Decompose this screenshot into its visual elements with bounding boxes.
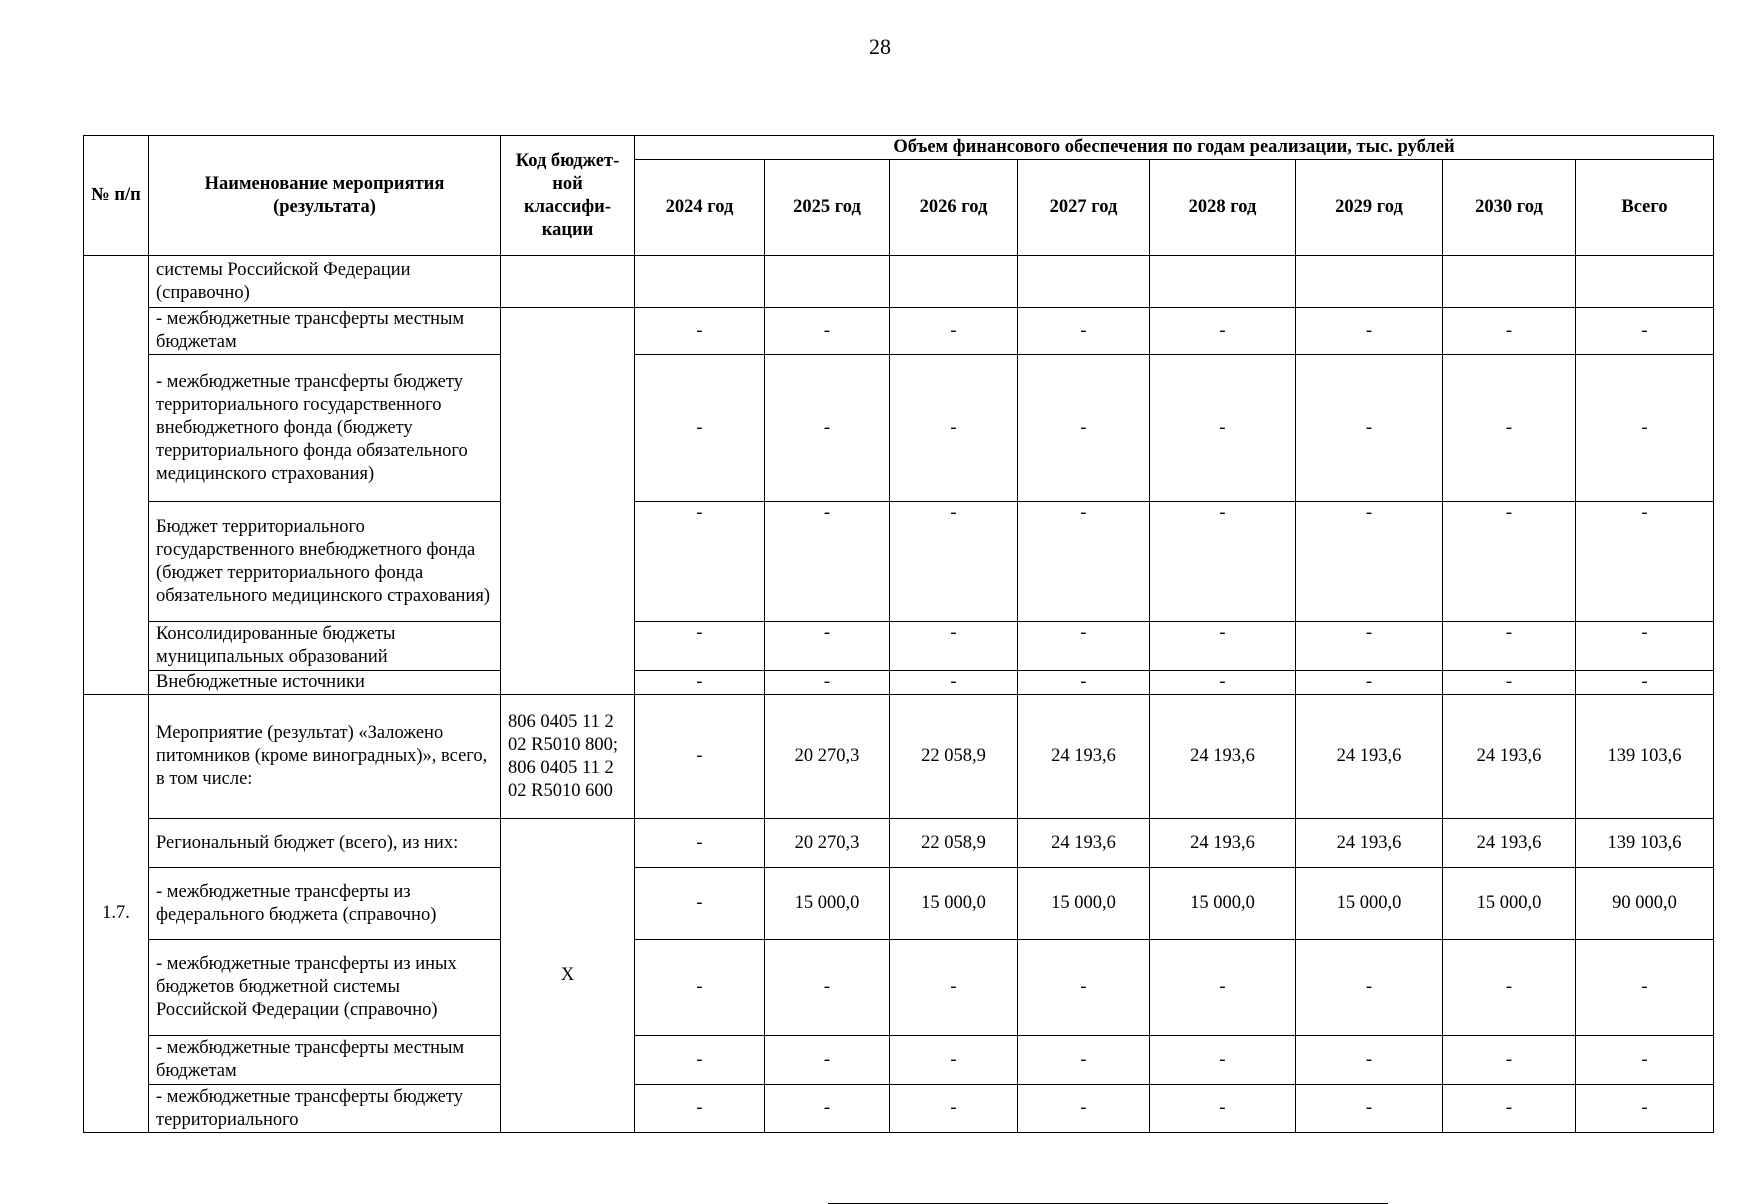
value-cell: - [1018, 671, 1150, 695]
row-code-cell [501, 256, 635, 308]
value-cell: 139 103,6 [1576, 695, 1714, 819]
table-row [84, 1036, 1714, 1085]
row-name: Консолидированные бюджеты муниципальных образований [149, 622, 501, 671]
row-name: системы Российской Федерации (справочно) [149, 256, 501, 308]
value-cell: - [1150, 622, 1296, 671]
value-cell: - [765, 355, 890, 502]
header-year: 2026 год [890, 160, 1018, 256]
table-row [84, 868, 1714, 940]
header-name: Наименование мероприятия (результата) [149, 136, 501, 256]
value-cell: - [1018, 940, 1150, 1036]
value-cell: - [1576, 1036, 1714, 1085]
value-cell: - [1018, 1085, 1150, 1133]
value-cell: - [635, 622, 765, 671]
value-cell: - [635, 1085, 765, 1133]
value-cell [1443, 256, 1576, 308]
value-cell [765, 256, 890, 308]
value-cell: - [1296, 355, 1443, 502]
value-cell: - [635, 1036, 765, 1085]
value-cell [1018, 256, 1150, 308]
header-year: Всего [1576, 160, 1714, 256]
value-cell: - [635, 819, 765, 868]
value-cell: 22 058,9 [890, 819, 1018, 868]
value-cell: - [1150, 308, 1296, 355]
value-cell: 139 103,6 [1576, 819, 1714, 868]
value-cell: - [1576, 355, 1714, 502]
page-number: 28 [869, 34, 891, 59]
value-cell: - [890, 671, 1018, 695]
header-year: 2024 год [635, 160, 765, 256]
value-cell: - [765, 940, 890, 1036]
value-cell: - [1018, 308, 1150, 355]
row-name: Региональный бюджет (всего), из них: [149, 819, 501, 868]
value-cell: 24 193,6 [1296, 695, 1443, 819]
financing-table [83, 135, 1714, 1133]
value-cell: - [1150, 1085, 1296, 1133]
table-row [84, 671, 1714, 695]
table-row [84, 502, 1714, 622]
value-cell: - [1443, 622, 1576, 671]
value-cell: - [1150, 355, 1296, 502]
value-cell: 15 000,0 [1150, 868, 1296, 940]
value-cell: 22 058,9 [890, 695, 1018, 819]
table-body [84, 256, 1714, 1133]
table-row [84, 940, 1714, 1036]
row-name: - межбюджетные трансферты бюджету территориального государственного внебюджетного фонда (бюджету территориального фонда обязательного медицинского страхования) [149, 355, 501, 502]
value-cell: - [1150, 940, 1296, 1036]
value-cell: - [765, 502, 890, 622]
value-cell: - [635, 695, 765, 819]
value-cell: - [635, 308, 765, 355]
value-cell: - [635, 355, 765, 502]
value-cell: - [765, 1085, 890, 1133]
value-cell: - [890, 502, 1018, 622]
value-cell: - [1576, 502, 1714, 622]
row-name: - межбюджетные трансферты местным бюджетам [149, 308, 501, 355]
row-code: X [501, 819, 635, 1133]
row-name: - межбюджетные трансферты местным бюджетам [149, 1036, 501, 1085]
value-cell: - [1443, 308, 1576, 355]
value-cell: - [1296, 308, 1443, 355]
table-row [84, 256, 1714, 308]
row-code-cell [501, 308, 635, 695]
value-cell: 24 193,6 [1150, 819, 1296, 868]
value-cell: - [765, 308, 890, 355]
value-cell: - [890, 1085, 1018, 1133]
value-cell [1296, 256, 1443, 308]
value-cell: - [635, 868, 765, 940]
value-cell: 20 270,3 [765, 819, 890, 868]
value-cell: - [1296, 1085, 1443, 1133]
value-cell: 24 193,6 [1018, 695, 1150, 819]
value-cell: - [1576, 671, 1714, 695]
value-cell: - [1296, 1036, 1443, 1085]
value-cell: - [890, 308, 1018, 355]
value-cell: - [1443, 1085, 1576, 1133]
value-cell: - [890, 355, 1018, 502]
value-cell: - [1576, 308, 1714, 355]
row-name: - межбюджетные трансферты бюджету территориального [149, 1085, 501, 1133]
value-cell: - [635, 940, 765, 1036]
value-cell: - [1150, 502, 1296, 622]
value-cell: - [1018, 355, 1150, 502]
value-cell: 24 193,6 [1150, 695, 1296, 819]
header-year: 2030 год [1443, 160, 1576, 256]
table-row [84, 1085, 1714, 1133]
value-cell: - [1018, 622, 1150, 671]
value-cell: - [1018, 1036, 1150, 1085]
value-cell: - [890, 940, 1018, 1036]
table-row [84, 819, 1714, 868]
row-name: - межбюджетные трансферты из федерального бюджета (справочно) [149, 868, 501, 940]
value-cell: 15 000,0 [1443, 868, 1576, 940]
value-cell: - [890, 1036, 1018, 1085]
table-row [84, 622, 1714, 671]
value-cell: 90 000,0 [1576, 868, 1714, 940]
value-cell: - [890, 622, 1018, 671]
value-cell: - [635, 671, 765, 695]
value-cell: - [765, 671, 890, 695]
header-year: 2027 год [1018, 160, 1150, 256]
value-cell: 24 193,6 [1443, 695, 1576, 819]
value-cell [1576, 256, 1714, 308]
header-year: 2029 год [1296, 160, 1443, 256]
value-cell: 24 193,6 [1443, 819, 1576, 868]
value-cell: 15 000,0 [1018, 868, 1150, 940]
value-cell: - [1443, 671, 1576, 695]
header-code: Код бюджет-ной классифи-кации [501, 136, 635, 256]
value-cell: - [1018, 502, 1150, 622]
value-cell: - [1296, 502, 1443, 622]
header-group: Объем финансового обеспечения по годам реализации, тыс. рублей [635, 136, 1714, 160]
value-cell: - [765, 622, 890, 671]
table-header [84, 136, 1714, 256]
value-cell: - [1576, 622, 1714, 671]
value-cell: 20 270,3 [765, 695, 890, 819]
row-code: 806 0405 11 2 02 R5010 800; 806 0405 11 2 02 R5010 600 [501, 695, 635, 819]
value-cell: 15 000,0 [890, 868, 1018, 940]
row-name: Бюджет территориального государственного внебюджетного фонда (бюджет территориального фонда обязательного медицинского страхования) [149, 502, 501, 622]
table-row [84, 308, 1714, 355]
value-cell: - [1443, 502, 1576, 622]
value-cell: - [1296, 940, 1443, 1036]
value-cell [635, 256, 765, 308]
value-cell: 15 000,0 [1296, 868, 1443, 940]
header-year: 2028 год [1150, 160, 1296, 256]
value-cell: - [1576, 940, 1714, 1036]
header-num: № п/п [84, 136, 149, 256]
row-name: Внебюджетные источники [149, 671, 501, 695]
row-name: Мероприятие (результат) «Заложено питомников (кроме виноградных)», всего, в том числе: [149, 695, 501, 819]
value-cell: - [1443, 1036, 1576, 1085]
header-year: 2025 год [765, 160, 890, 256]
value-cell: - [635, 502, 765, 622]
row-number-cell [84, 256, 149, 695]
value-cell: 24 193,6 [1296, 819, 1443, 868]
value-cell [890, 256, 1018, 308]
value-cell: - [1443, 940, 1576, 1036]
value-cell: 24 193,6 [1018, 819, 1150, 868]
value-cell [1150, 256, 1296, 308]
value-cell: - [1576, 1085, 1714, 1133]
table-row [84, 695, 1714, 819]
row-name: - межбюджетные трансферты из иных бюджетов бюджетной системы Российской Федерации (справочно) [149, 940, 501, 1036]
value-cell: - [1150, 1036, 1296, 1085]
value-cell: - [765, 1036, 890, 1085]
value-cell: - [1443, 355, 1576, 502]
value-cell: - [1150, 671, 1296, 695]
row-number: 1.7. [84, 695, 149, 1133]
value-cell: - [1296, 671, 1443, 695]
value-cell: - [1296, 622, 1443, 671]
table-row [84, 355, 1714, 502]
value-cell: 15 000,0 [765, 868, 890, 940]
